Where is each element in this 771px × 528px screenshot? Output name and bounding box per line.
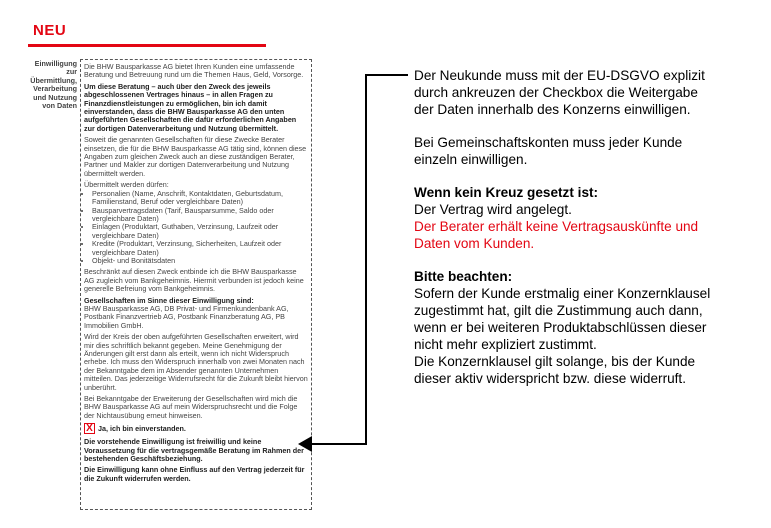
list-item: • Kredite (Produktart, Verzinsung, Sicherheiten, Laufzeit oder vergleichbare Daten) (92, 240, 308, 257)
form-companies-title: Gesellschaften im Sinne dieser Einwilligung sind: (84, 295, 254, 305)
note-attention (414, 268, 714, 387)
list-item: • Bausparvertragsdaten (Tarif, Bausparsumme, Saldo oder vergleichbare Daten) (92, 207, 308, 224)
list-item: • Personalien (Name, Anschrift, Kontaktdaten, Geburtsdatum, Familienstand, Beruf oder vergleichbare Daten) (92, 190, 308, 207)
list-item: • Einlagen (Produktart, Guthaben, Verzinsung, Laufzeit oder vergleichbare Daten) (92, 223, 308, 240)
note-warning: Der Berater erhält keine Vertragsauskünfte und Daten vom Kunden. (414, 219, 699, 251)
form-purpose: Um diese Beratung – auch über den Zweck des jeweils abgeschlossenen Vertrages hinaus – in allen Fragen zu Finanzdienstleistungen zu ermöglichen, bin ich damit einverstanden, dass die BHW Bausparkasse AG den unten aufgeführten Gesellschaften die dafür erforderlichen Angaben zur dortigen Datenverarbeitung und Nutzung übermittelt. (84, 81, 297, 133)
note-gemeinschaftskonten: Bei Gemeinschaftskonten muss jeder Kunde einzeln einwilligen. (414, 135, 683, 167)
note-no-checkmark (414, 184, 714, 252)
form-voluntary: Die vorstehende Einwilligung ist freiwillig und keine Voraussetzung für die vertragsgemäße Beratung im Rahmen der bestehenden Geschäftsbeziehung. (84, 437, 304, 464)
consent-checkbox-label: Ja, ich bin einverstanden. (98, 423, 186, 433)
form-revocation: Die Einwilligung kann ohne Einfluss auf den Vertrag jederzeit für die Zukunft widerrufen werden. (84, 465, 305, 483)
consent-checkbox[interactable]: X (84, 423, 95, 434)
form-notice: Bei Bekanntgabe der Erweiterung der Gesellschaften wird mich die BHW Bausparkasse AG auf mein Widerspruchsrecht und die Folge der Nichtausübung erneut hinweisen. (84, 394, 298, 420)
form-list-title: Übermittelt werden dürfen: (84, 180, 169, 190)
form-secrecy: Beschränkt auf diesen Zweck entbinde ich die BHW Bausparkasse AG zugleich vom Bankgeheimnis. Hiermit verbunden ist jedoch keine generelle Befreiung vom Bankgeheimnis. (84, 267, 304, 294)
form-scope: Soweit die genannten Gesellschaften für diese Zwecke Berater einsetzen, die für die BHW Bausparkasse AG tätig sind, können diese Angaben zum gleichen Zweck auch an diese zuständigen Berater, Partner und Makler zur dortigen Datenverarbeitung und Nutzung übermittelt werden. (84, 135, 307, 178)
note-no-checkmark-heading: Wenn kein Kreuz gesetzt ist: (414, 185, 599, 200)
new-badge: NEU (33, 22, 67, 39)
form-intro: Die BHW Bausparkasse AG bietet Ihren Kunden eine umfassende Beratung und Betreuung rund um die Themen Haus, Geld, Vorsorge. (84, 62, 304, 80)
form-companies: BHW Bausparkasse AG, DB Privat- und Firmenkundenbank AG, Postbank Finanzvertrieb AG, Postbank Finanzberatung AG, PB Immobilien GmbH. (84, 303, 289, 330)
note-attention-heading: Bitte beachten: (414, 269, 513, 284)
note-attention-text2: Die Konzernklausel gilt solange, bis der Kunde dieser aktiv widerspricht bzw. diese widerruft. (414, 354, 696, 386)
note-einwilligung: Der Neukunde muss mit der EU-DSGVO explizit durch ankreuzen der Checkbox die Weitergabe der Daten innerhalb des Konzerns einwilligen. (414, 68, 705, 117)
form-extension: Wird der Kreis der oben aufgeführten Gesellschaften erweitert, wird mir dies schriftlich bekannt gegeben. Meine Genehmigung der Änderungen gilt erst dann als erteilt, wenn ich nicht Widerspruch erhebe. Ich muss den Widerspruch innerhalb von zwei Monaten nach der Bekanntgabe dem im Absender genannten Unternehmen mitteilen. Das jederzeitige Widerrufsrecht für die Zukunft bleibt hiervon unberührt. (84, 332, 308, 392)
form-side-label: Einwilligung zur Übermittlung, Verarbeitung und Nutzung von Daten (30, 59, 77, 111)
note-contract-created: Der Vertrag wird angelegt. (414, 202, 572, 217)
note-attention-text1: Sofern der Kunde erstmalig einer Konzernklausel zugestimmt hat, gilt die Zustimmung auch dann, wenn er bei weiteren Produktabschlüssen dieser nicht mehr expliziert zustimmt. (414, 286, 711, 352)
list-item: • Objekt- und Bonitätsdaten (92, 257, 308, 265)
explanation-notes (414, 67, 714, 403)
